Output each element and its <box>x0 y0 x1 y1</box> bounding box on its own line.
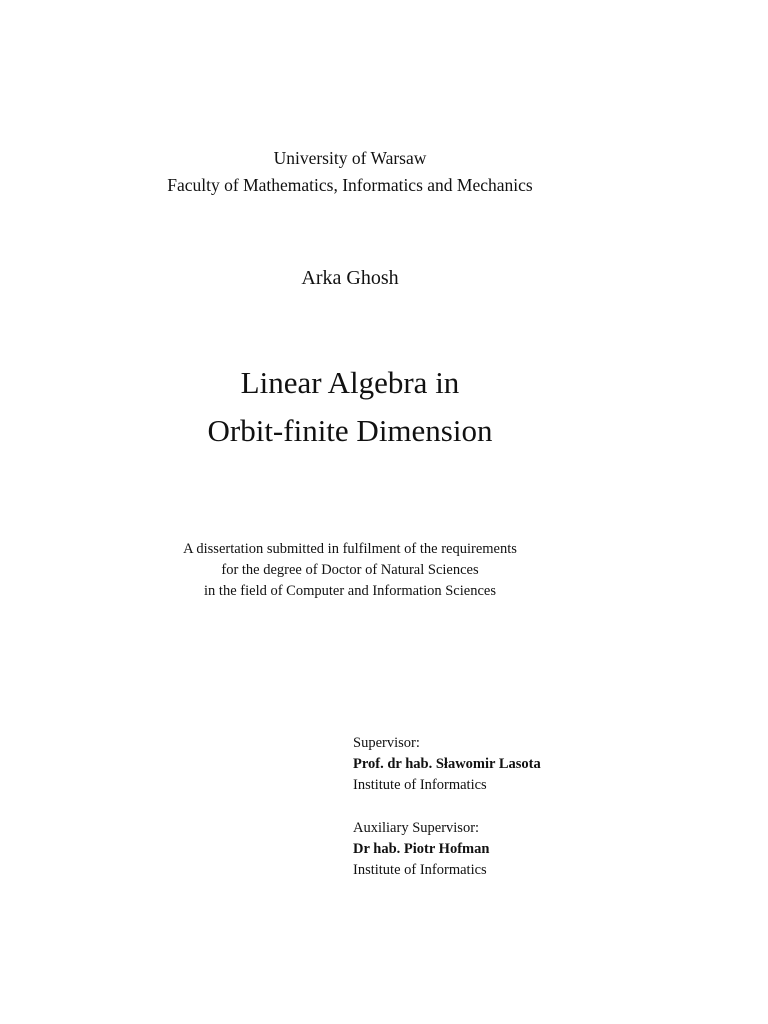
auxiliary-supervisor-block <box>353 818 753 881</box>
statement-line-3: in the field of Computer and Information Sciences <box>204 583 496 599</box>
dissertation-title-line-1: Linear Algebra in <box>240 365 460 400</box>
author-name: Arka Ghosh <box>301 267 399 289</box>
supervisor-label: Supervisor: <box>353 735 420 751</box>
statement-line-2: for the degree of Doctor of Natural Sciences <box>221 562 479 578</box>
university-name: University of Warsaw <box>273 148 427 168</box>
supervisor-name: Prof. dr hab. Sławomir Lasota <box>353 756 541 772</box>
faculty-name: Faculty of Mathematics, Informatics and Mechanics <box>167 175 533 195</box>
supervisor-institute: Institute of Informatics <box>353 777 487 793</box>
auxiliary-supervisor-institute: Institute of Informatics <box>353 862 487 878</box>
auxiliary-supervisor-name: Dr hab. Piotr Hofman <box>353 841 490 857</box>
statement-line-1: A dissertation submitted in fulfilment of the requirements <box>183 541 517 557</box>
supervisor-block <box>353 733 753 796</box>
dissertation-title-line-2: Orbit-finite Dimension <box>207 413 493 448</box>
auxiliary-supervisor-label: Auxiliary Supervisor: <box>353 820 480 836</box>
